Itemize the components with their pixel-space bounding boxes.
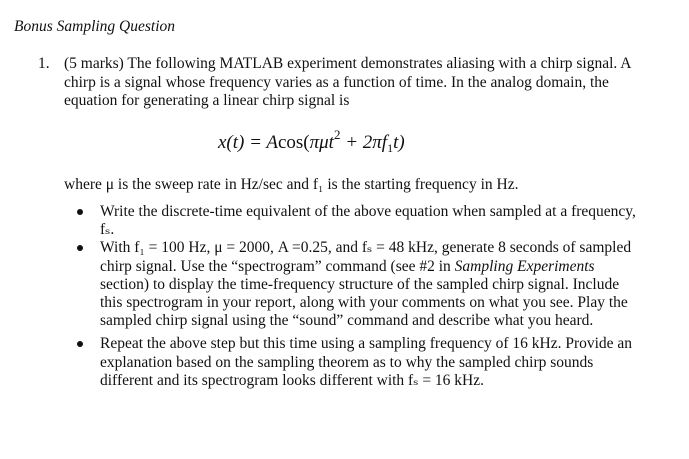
equation-term1: πμt: [309, 132, 334, 153]
task-item-text-cont: section) to display the time-frequency structure of the sampled chirp signal. Include this spectrogram in your report, along with your comments on what you see. Play the sampled chirp signal using the “sound” command and describe what you heard.: [100, 275, 628, 330]
task-item: [0, 335, 640, 390]
bullet-dot-icon: [77, 245, 83, 251]
section-heading: Bonus Sampling Question: [14, 18, 176, 35]
task-item: [0, 203, 640, 239]
where-definition: where μ is the sweep rate in Hz/sec and f₁ is the starting frequency in Hz.: [64, 176, 519, 193]
task-list: [0, 203, 689, 390]
bullet-dot-icon: [77, 209, 83, 215]
equation-tail: t): [393, 132, 405, 153]
task-item-italic-ref: Sampling Experiments: [454, 257, 595, 275]
task-item: [0, 239, 640, 330]
equation-lhs: x(t) =: [218, 132, 267, 153]
task-item-text: With f₁ = 100 Hz, μ = 2000, A =0.25, and fₛ = 48 kHz, generate 8 seconds of sampled chirp signal. Use the “spectrogram” command (see #2 in: [100, 239, 632, 275]
task-item-text: Repeat the above step but this time using a sampling frequency of 16 kHz. Provide an explanation based on the sampling theorem as to why the sampled chirp sounds different and its spectrogram looks different with fₛ = 16 kHz.: [100, 335, 633, 389]
equation-plus-term: + 2πf: [340, 132, 388, 153]
chirp-equation: [218, 127, 405, 155]
question-intro: (5 marks) The following MATLAB experiment demonstrates aliasing with a chirp signal. A chirp is a signal whose frequency varies as a function of time. In the analog domain, the equation for generating a linear chirp signal is: [64, 55, 631, 109]
bullet-dot-icon: [77, 341, 83, 347]
equation-amplitude: A: [266, 132, 278, 153]
equation-subscript: 1: [387, 141, 394, 155]
task-item-text: Write the discrete-time equivalent of the above equation when sampled at a frequency, fₛ.: [100, 203, 636, 239]
equation-exponent: 2: [333, 127, 341, 142]
equation-function: cos(: [277, 132, 310, 153]
question-number: 1.: [38, 55, 50, 72]
